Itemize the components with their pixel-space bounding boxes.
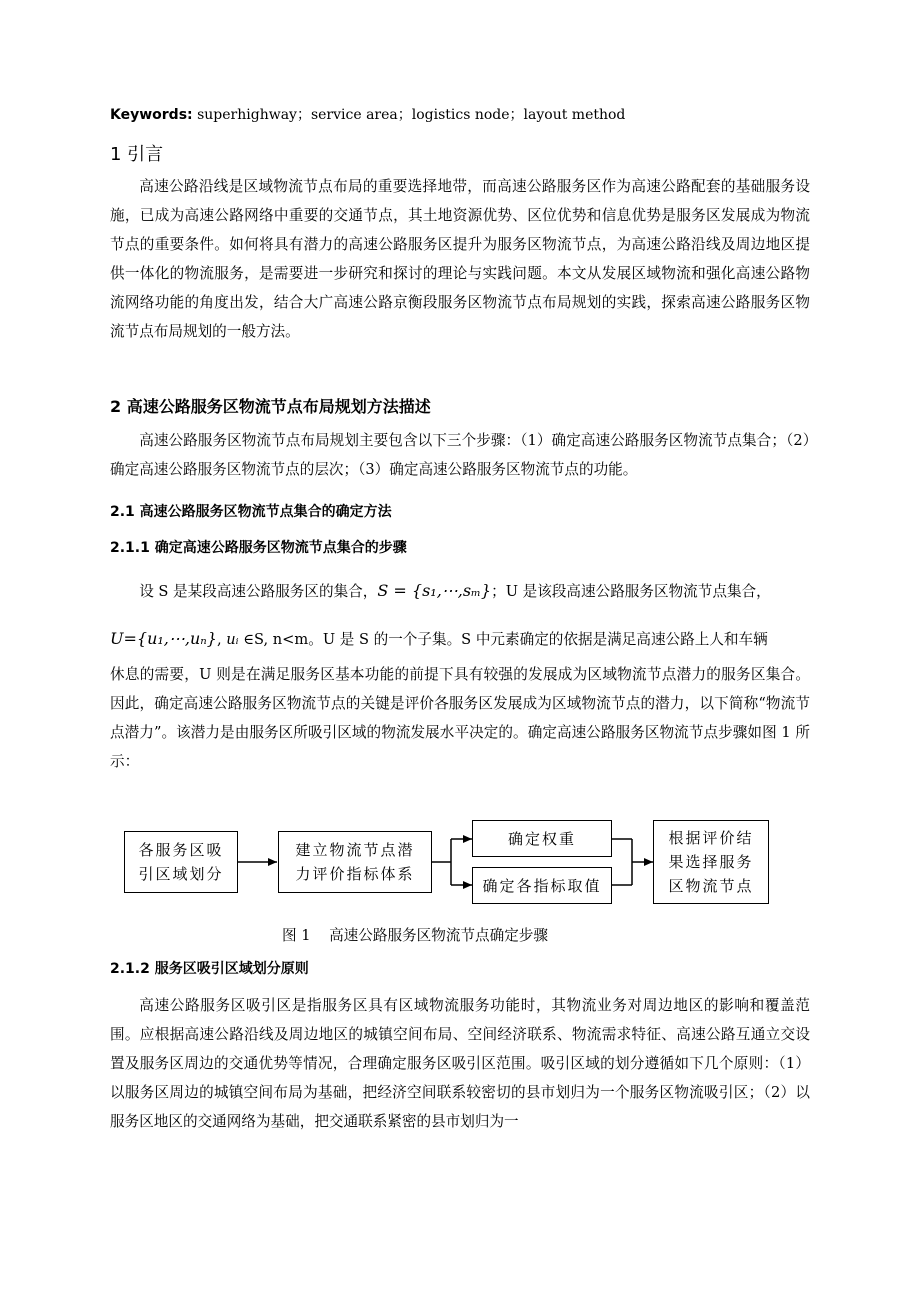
flow-box-select-nodes: 根据评价结果选择服务区物流节点 [653, 820, 769, 904]
flow-box-weights: 确定权重 [472, 820, 612, 857]
set-definition-line-2: U={u₁,⋯,uₙ}, uᵢ ∈S, n<m。U 是 S 的一个子集。S 中元素确定的依据是满足高速公路上人和车辆 [110, 629, 768, 648]
set-definition-text-a: 设 S 是某段高速公路服务区的集合， [139, 583, 378, 600]
section-2-1-1-heading: 2.1.1 确定高速公路服务区物流节点集合的步骤 [110, 540, 407, 556]
keywords-label: Keywords: [110, 107, 193, 123]
section-2-heading: 2 高速公路服务区物流节点布局规划方法描述 [110, 397, 431, 416]
set-u-equation: U={u₁,⋯,uₙ} [110, 629, 217, 648]
section-2-1-heading: 2.1 高速公路服务区物流节点集合的确定方法 [110, 504, 392, 520]
section-2-1-2-heading: 2.1.2 服务区吸引区域划分原则 [110, 961, 309, 977]
keywords-text: superhighway；service area；logistics node；layout method [197, 107, 626, 123]
figure-1-caption: 图 1 高速公路服务区物流节点确定步骤 [282, 927, 548, 944]
section-1-paragraph: 高速公路沿线是区域物流节点布局的重要选择地带，而高速公路服务区作为高速公路配套的基础服务设施，已成为高速公路网络中重要的交通节点，其土地资源优势、区位优势和信息优势是服务区发展成为物流节点的重要条件。如何将具有潜力的高速公路服务区提升为服务区物流节点，为高速公路沿线及周边地区提供一体化的物流服务，是需要进一步研究和探讨的理论与实践问题。本文从发展区域物流和强化高速公路物流网络功能的角度出发，结合大广高速公路京衡段服务区物流节点布局规划的实践，探索高速公路服务区物流节点布局规划的一般方法。 [110, 178, 810, 340]
set-definition-text-c: S, n<m。U 是 S 的一个子集。S 中元素确定的依据是满足高速公路上人和车辆 [254, 631, 768, 648]
element-membership: uᵢ ∈ [226, 631, 254, 648]
set-definition-text-b: ；U 是该段高速公路服务区物流节点集合， [491, 583, 771, 600]
set-s-equation: S = {s₁,⋯,sₘ} [377, 581, 492, 600]
section-1-heading: 1 引言 [110, 144, 164, 165]
flow-box-index-values: 确定各指标取值 [472, 867, 612, 904]
set-definition-paragraph: 休息的需要，U 则是在满足服务区基本功能的前提下具有较强的发展成为区域物流节点潜力的服务区集合。因此，确定高速公路服务区物流节点的关键是评价各服务区发展成为区域物流节点的潜力，以下简称“物流节点潜力”。该潜力是由服务区所吸引区域的物流发展水平决定的。确定高速公路服务区物流节点步骤如图 1 所示： [110, 666, 810, 770]
section-2-1-2-paragraph: 高速公路服务区吸引区是指服务区具有区域物流服务功能时，其物流业务对周边地区的影响和覆盖范围。应根据高速公路沿线及周边地区的城镇空间布局、空间经济联系、物流需求特征、高速公路互通立交设置及服务区周边的交通优势等情况，合理确定服务区吸引区范围。吸引区域的划分遵循如下几个原则：（1）以服务区周边的城镇空间布局为基础，把经济空间联系较密切的县市划归为一个服务区物流吸引区；（2）以服务区地区的交通网络为基础，把交通联系紧密的县市划归为一 [110, 997, 810, 1130]
flow-box-evaluation-index: 建立物流节点潜力评价指标体系 [278, 831, 432, 893]
section-2-paragraph: 高速公路服务区物流节点布局规划主要包含以下三个步骤：（1）确定高速公路服务区物流节点集合；（2）确定高速公路服务区物流节点的层次；（3）确定高速公路服务区物流节点的功能。 [110, 432, 810, 478]
flow-box-attraction-area: 各服务区吸引区域划分 [124, 831, 238, 893]
